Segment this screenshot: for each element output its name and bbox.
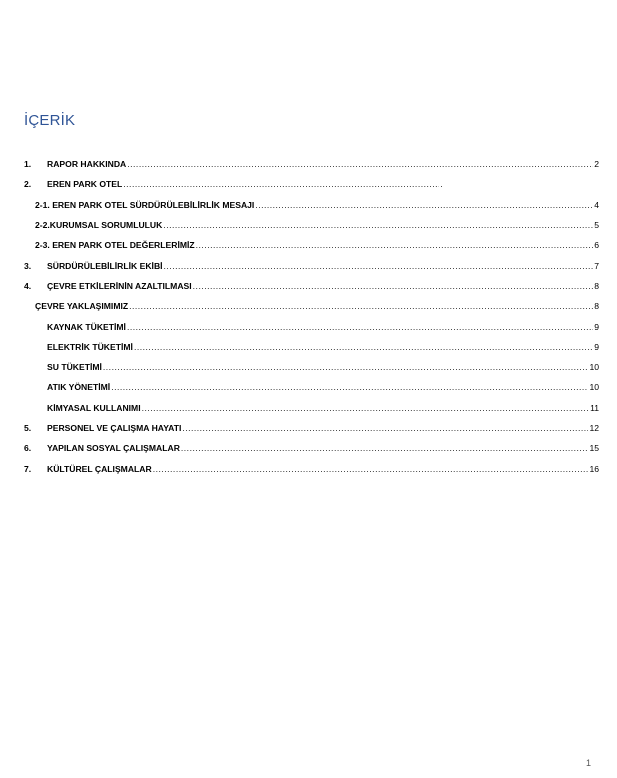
toc-entry-page: 8 [594,301,599,312]
toc-entry-page: 16 [589,463,599,474]
toc-dot-leader [164,261,594,271]
page-number: 1 [586,758,592,768]
toc-entry-page: . [440,179,443,190]
toc-dot-leader [103,362,589,372]
toc-dot-leader [181,443,589,453]
toc-entry-page: 6 [594,240,599,251]
toc-entry-sosyal-calismalar[interactable] [24,438,599,458]
toc-entry-number: 1. [24,159,32,170]
toc-entry-page: 9 [594,341,599,352]
toc-entry-label: 2-2.KURUMSAL SORUMLULUK [35,220,163,231]
toc-entry-label: KÜLTÜREL ÇALIŞMALAR [47,463,152,474]
toc-entry-number: 5. [24,423,32,433]
toc-entry-surdurulebilirlik-mesaji[interactable] [24,195,599,215]
toc-entry-label: 2-3. EREN PARK OTEL DEĞERLERİMİZ [35,240,195,251]
toc-entry-su-tuketimi[interactable] [24,357,599,377]
table-of-contents [24,154,599,479]
toc-entry-page: 11 [590,402,599,413]
toc-entry-page: 15 [589,443,599,454]
toc-entry-label: ATIK YÖNETİMİ [47,382,111,393]
toc-entry-label: YAPILAN SOSYAL ÇALIŞMALAR [47,443,180,454]
toc-entry-number: 6. [24,443,32,454]
toc-entry-label: KAYNAK TÜKETİMİ [47,321,126,332]
toc-entry-label: EREN PARK OTEL [47,179,123,190]
toc-entry-rapor-hakkinda[interactable] [24,154,599,174]
toc-dot-leader [127,322,593,332]
toc-entry-page: 5 [594,220,599,231]
toc-dot-leader [127,159,593,169]
toc-entry-kimyasal-kullanimi[interactable] [24,398,599,418]
toc-entry-label: ÇEVRE YAKLAŞIMIMIZ [35,301,129,312]
toc-entry-elektrik-tuketimi[interactable] [24,337,599,357]
toc-entry-label: ÇEVRE ETKİLERİNİN AZALTILMASI [47,280,192,291]
toc-entry-eren-park-otel[interactable] [24,174,599,194]
toc-entry-page: 8 [594,280,599,291]
toc-dot-leader [134,342,593,352]
toc-entry-number: 3. [24,260,32,271]
toc-title: İÇERİK [24,112,76,129]
toc-entry-page: 10 [589,382,599,393]
toc-dot-leader [142,403,590,413]
toc-dot-leader [193,281,594,291]
toc-entry-kurumsal-sorumluluk[interactable] [24,215,599,235]
toc-entry-label: 2-1. EREN PARK OTEL SÜRDÜRÜLEBİLİRLİK MESAJI [35,199,255,210]
toc-entry-page: 10 [589,362,599,373]
toc-entry-label: RAPOR HAKKINDA [47,159,127,170]
toc-entry-page: 2 [594,159,599,170]
toc-entry-label: PERSONEL VE ÇALIŞMA HAYATI [47,423,182,433]
toc-dot-leader [129,301,593,311]
toc-dot-leader [111,382,588,392]
toc-entry-atik-yonetimi[interactable] [24,377,599,397]
toc-entry-kulturel-calismalar[interactable] [24,458,599,478]
toc-entry-number: 4. [24,280,32,291]
toc-entry-cevre-yaklasimimiz[interactable] [24,296,599,316]
toc-entry-page: 9 [594,321,599,332]
toc-entry-page: 12 [589,423,599,433]
toc-entry-page: 7 [594,260,599,271]
toc-dot-leader [255,200,593,210]
toc-dot-leader [123,179,439,189]
toc-entry-surdurulebilirlik-ekibi[interactable] [24,255,599,275]
toc-entry-label: KİMYASAL KULLANIMI [47,402,141,413]
toc-entry-label: ELEKTRİK TÜKETİMİ [47,341,133,352]
toc-dot-leader [163,220,593,230]
toc-entry-cevre-etkilerinin-azaltilmasi[interactable] [24,276,599,296]
toc-dot-leader [182,423,588,433]
toc-entry-label: SÜRDÜRÜLEBİLİRLİK EKİBİ [47,260,163,271]
toc-entry-number: 7. [24,463,32,474]
toc-entry-number: 2. [24,179,32,190]
toc-dot-leader [153,464,589,474]
toc-entry-page: 4 [594,199,599,210]
toc-entry-degerlerimiz[interactable] [24,235,599,255]
toc-dot-leader [196,240,594,250]
toc-entry-personel-ve-calisma-hayati[interactable] [24,418,599,438]
toc-entry-label: SU TÜKETİMİ [47,362,102,373]
toc-entry-kaynak-tuketimi[interactable] [24,316,599,336]
